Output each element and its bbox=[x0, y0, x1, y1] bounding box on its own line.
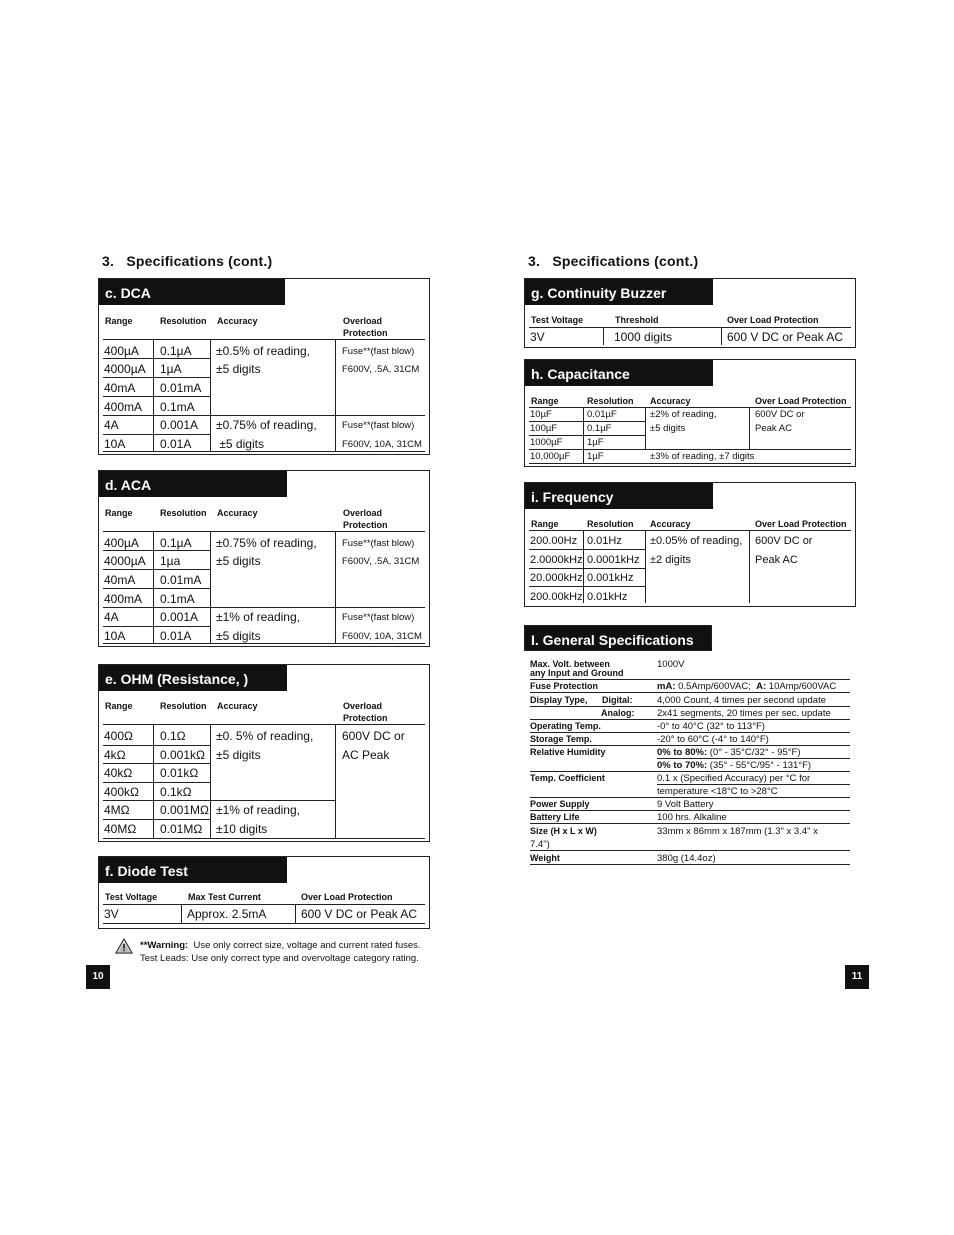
spec-value bbox=[657, 681, 836, 692]
accuracy-text: ±1% of reading, bbox=[216, 610, 300, 624]
table-cell: 0.01A bbox=[160, 437, 192, 451]
fuse-a-label: A: bbox=[756, 681, 767, 692]
spec-value: 33mm x 86mm x 187mm (1.3" x 3.4" x bbox=[657, 826, 818, 837]
dca-table bbox=[98, 278, 430, 455]
spec-label: Power Supply bbox=[530, 799, 590, 809]
table-cell: 0.01A bbox=[160, 629, 192, 643]
col-overload: Over Load Protection bbox=[755, 519, 847, 529]
overload-text: Peak AC bbox=[755, 423, 792, 434]
table-cell: 0.1kΩ bbox=[160, 785, 192, 799]
accuracy-text: ±0.5% of reading, bbox=[216, 344, 310, 358]
table-cell: 600 V DC or Peak AC bbox=[301, 907, 418, 921]
col-range: Range bbox=[531, 519, 559, 529]
table-cell: 4kΩ bbox=[104, 748, 126, 762]
col-test-voltage: Test Voltage bbox=[531, 315, 584, 325]
humidity2-label: 0% to 70%: bbox=[657, 760, 708, 771]
spec-value: temperature <18°C to >28°C bbox=[657, 786, 778, 797]
spec-label: Storage Temp. bbox=[530, 734, 592, 744]
left-section-title: 3. Specifications (cont.) bbox=[102, 253, 273, 269]
table-cell: 0.01kΩ bbox=[160, 766, 199, 780]
table-cell: 4000µA bbox=[104, 554, 146, 568]
col-overload: Over Load Protection bbox=[301, 892, 393, 902]
general-spec-header: I. General Specifications bbox=[524, 625, 712, 651]
accuracy-text: ±5 digits bbox=[216, 629, 261, 643]
table-cell: 0.01kHz bbox=[587, 591, 628, 603]
spec-value: 100 hrs. Alkaline bbox=[657, 812, 727, 823]
table-cell: 3V bbox=[530, 330, 545, 344]
accuracy-text: ±10 digits bbox=[216, 822, 268, 836]
table-cell: 4A bbox=[104, 418, 119, 432]
table-cell: 0.1µF bbox=[587, 423, 612, 434]
overload-text: F600V, .5A, 31CM bbox=[342, 364, 420, 375]
table-cell: 10,000µF bbox=[530, 451, 571, 462]
overload-text: Fuse**(fast blow) bbox=[342, 420, 415, 431]
overload-text: Fuse**(fast blow) bbox=[342, 612, 415, 623]
fuse-a-value: 10Amp/600VAC bbox=[766, 681, 837, 692]
aca-header: d. ACA bbox=[99, 471, 287, 497]
spec-value: 0.1 x (Specified Accuracy) per °C for bbox=[657, 773, 811, 784]
accuracy-text: ±0. 5% of reading, bbox=[216, 729, 314, 743]
table-cell: 400mA bbox=[104, 592, 143, 606]
diode-header: f. Diode Test bbox=[99, 857, 287, 883]
col-accuracy: Accuracy bbox=[650, 396, 691, 406]
table-cell: 0.01µF bbox=[587, 409, 617, 420]
table-cell: 0.01mA bbox=[160, 573, 202, 587]
accuracy-text: ±3% of reading, ±7 digits bbox=[650, 451, 755, 462]
spec-label: Battery Life bbox=[530, 812, 580, 822]
page-number-left: 10 bbox=[86, 965, 110, 989]
accuracy-text: ±5 digits bbox=[216, 362, 261, 376]
right-section-title: 3. Specifications (cont.) bbox=[528, 253, 699, 269]
table-cell: 0.1Ω bbox=[160, 729, 186, 743]
table-cell: 400µA bbox=[104, 536, 139, 550]
col-resolution: Resolution bbox=[160, 508, 207, 518]
capacitance-table bbox=[524, 359, 856, 467]
overload-text: Peak AC bbox=[755, 554, 798, 566]
ohm-table bbox=[98, 664, 430, 842]
diode-table bbox=[98, 856, 430, 929]
table-cell: 10A bbox=[104, 437, 126, 451]
capacitance-header: h. Capacitance bbox=[525, 360, 713, 386]
overload-text: Fuse**(fast blow) bbox=[342, 346, 415, 357]
spec-label: Operating Temp. bbox=[530, 721, 601, 731]
overload-text: 600V DC or bbox=[755, 409, 805, 420]
warning-label: **Warning: bbox=[140, 940, 189, 951]
table-cell: Approx. 2.5mA bbox=[187, 907, 267, 921]
col-overload: Over Load Protection bbox=[727, 315, 819, 325]
spec-label: Fuse Protection bbox=[530, 681, 599, 691]
frequency-table bbox=[524, 482, 856, 607]
col-overload: Overload Protection bbox=[343, 316, 388, 338]
table-cell: 200.00Hz bbox=[530, 535, 578, 547]
spec-label: Digital: bbox=[602, 695, 633, 705]
col-overload: Overload Protection bbox=[343, 701, 388, 723]
table-cell: 40mA bbox=[104, 573, 136, 587]
accuracy-text: ±1% of reading, bbox=[216, 803, 300, 817]
table-cell: 0.1mA bbox=[160, 400, 195, 414]
humidity1-value: (0° - 35°C/32° - 95°F) bbox=[707, 747, 801, 758]
table-cell: 3V bbox=[104, 907, 119, 921]
table-cell: 1µa bbox=[160, 554, 181, 568]
col-resolution: Resolution bbox=[587, 396, 634, 406]
table-cell: 400mA bbox=[104, 400, 143, 414]
table-cell: 40mA bbox=[104, 381, 136, 395]
table-cell: 10µF bbox=[530, 409, 552, 420]
table-cell: 1000µF bbox=[530, 437, 563, 448]
accuracy-text: ±5 digits bbox=[216, 748, 261, 762]
table-cell: 0.1µA bbox=[160, 344, 192, 358]
col-accuracy: Accuracy bbox=[650, 519, 691, 529]
table-cell: 400Ω bbox=[104, 729, 133, 743]
table-cell: 40MΩ bbox=[104, 822, 137, 836]
col-accuracy: Accuracy bbox=[217, 316, 258, 326]
table-cell: 400kΩ bbox=[104, 785, 139, 799]
accuracy-text: ±5 digits bbox=[216, 554, 261, 568]
col-range: Range bbox=[105, 701, 133, 711]
table-cell: 1µF bbox=[587, 437, 604, 448]
table-cell: 100µF bbox=[530, 423, 558, 434]
table-cell: 20.000kHz bbox=[530, 572, 583, 584]
table-cell: 1µF bbox=[587, 451, 604, 462]
overload-text: AC Peak bbox=[342, 748, 390, 762]
col-resolution: Resolution bbox=[160, 701, 207, 711]
table-cell: 2.0000kHz bbox=[530, 554, 583, 566]
spec-value: 9 Volt Battery bbox=[657, 799, 714, 810]
spec-value bbox=[657, 747, 801, 758]
overload-text: Fuse**(fast blow) bbox=[342, 538, 415, 549]
spec-value: 4,000 Count, 4 times per second update bbox=[657, 695, 827, 706]
accuracy-text: ±5 digits bbox=[650, 423, 686, 434]
spec-value: -0° to 40°C (32° to 113°F) bbox=[657, 721, 765, 732]
spec-value bbox=[657, 760, 811, 771]
col-accuracy: Accuracy bbox=[217, 508, 258, 518]
warning-line2: Test Leads: Use only correct type and overvoltage category rating. bbox=[140, 953, 419, 964]
table-cell: 0.001kΩ bbox=[160, 748, 205, 762]
table-cell: 200.00kHz bbox=[530, 591, 583, 603]
table-cell: 0.0001kHz bbox=[587, 554, 640, 566]
table-cell: 0.01MΩ bbox=[160, 822, 203, 836]
spec-label: Analog: bbox=[601, 708, 635, 718]
spec-label: Max. Volt. between bbox=[530, 659, 610, 669]
table-cell: 40kΩ bbox=[104, 766, 133, 780]
spec-value: 380g (14.4oz) bbox=[657, 853, 716, 864]
accuracy-text: ±2 digits bbox=[650, 554, 691, 566]
overload-text: F600V, .5A, 31CM bbox=[342, 556, 420, 567]
dca-header: c. DCA bbox=[99, 279, 285, 305]
table-cell: 0.1mA bbox=[160, 592, 195, 606]
overload-text: F600V, 10A, 31CM bbox=[342, 631, 422, 642]
table-cell: 600 V DC or Peak AC bbox=[727, 330, 844, 344]
accuracy-text: ±0.75% of reading, bbox=[216, 536, 317, 550]
table-cell: 4A bbox=[104, 610, 119, 624]
accuracy-text: ±0.75% of reading, bbox=[216, 418, 317, 432]
warning-triangle-icon bbox=[115, 938, 133, 954]
frequency-header: i. Frequency bbox=[525, 483, 713, 509]
col-overload: Overload Protection bbox=[343, 508, 388, 530]
col-range: Range bbox=[531, 396, 559, 406]
table-cell: 0.001kHz bbox=[587, 572, 634, 584]
table-cell: 0.001A bbox=[160, 418, 199, 432]
col-range: Range bbox=[105, 508, 133, 518]
continuity-table bbox=[524, 278, 856, 348]
overload-text: 600V DC or bbox=[755, 535, 813, 547]
humidity2-value: (35° - 55°C/95° - 131°F) bbox=[707, 760, 812, 771]
humidity1-label: 0% to 80%: bbox=[657, 747, 708, 758]
col-overload: Over Load Protection bbox=[755, 396, 847, 406]
spec-label: Temp. Coefficient bbox=[530, 773, 605, 783]
col-threshold: Threshold bbox=[615, 315, 659, 325]
spec-value: -20° to 60°C (-4° to 140°F) bbox=[657, 734, 769, 745]
col-max-current: Max Test Current bbox=[188, 892, 261, 902]
warning-message: Use only correct size, voltage and current rated fuses. bbox=[188, 940, 421, 951]
col-range: Range bbox=[105, 316, 133, 326]
spec-value: 2x41 segments, 20 times per sec. update bbox=[657, 708, 831, 719]
col-accuracy: Accuracy bbox=[217, 701, 258, 711]
general-spec-list bbox=[530, 657, 850, 867]
spec-label: Weight bbox=[530, 853, 560, 863]
col-resolution: Resolution bbox=[587, 519, 634, 529]
table-cell: 0.001A bbox=[160, 610, 199, 624]
table-cell: 0.1µA bbox=[160, 536, 192, 550]
col-resolution: Resolution bbox=[160, 316, 207, 326]
spec-value: 1000V bbox=[657, 659, 685, 670]
page-number-right: 11 bbox=[845, 965, 869, 989]
spec-value: 7.4") bbox=[530, 839, 550, 850]
spec-label: Size (H x L x W) bbox=[530, 826, 597, 836]
fuse-ma-label: mA: bbox=[657, 681, 676, 692]
overload-text: 600V DC or bbox=[342, 729, 405, 743]
spec-label: Display Type, bbox=[530, 695, 588, 705]
table-cell: 1000 digits bbox=[614, 330, 673, 344]
spec-label: any Input and Ground bbox=[530, 668, 624, 678]
accuracy-text: ±0.05% of reading, bbox=[650, 535, 743, 547]
spec-label: Relative Humidity bbox=[530, 747, 606, 757]
table-cell: 10A bbox=[104, 629, 126, 643]
table-cell: 0.001MΩ bbox=[160, 803, 209, 817]
table-cell: 4MΩ bbox=[104, 803, 130, 817]
overload-text: F600V, 10A, 31CM bbox=[342, 439, 422, 450]
aca-table bbox=[98, 470, 430, 647]
ohm-header: e. OHM (Resistance, ) bbox=[99, 665, 287, 691]
accuracy-text: ±2% of reading, bbox=[650, 409, 717, 420]
continuity-header: g. Continuity Buzzer bbox=[525, 279, 713, 305]
col-test-voltage: Test Voltage bbox=[105, 892, 158, 902]
warning-text bbox=[140, 939, 421, 965]
table-cell: 4000µA bbox=[104, 362, 146, 376]
fuse-ma-value: 0.5Amp/600VAC; bbox=[675, 681, 757, 692]
table-cell: 1µA bbox=[160, 362, 182, 376]
table-cell: 400µA bbox=[104, 344, 139, 358]
table-cell: 0.01Hz bbox=[587, 535, 622, 547]
accuracy-text: ±5 digits bbox=[216, 437, 264, 451]
table-cell: 0.01mA bbox=[160, 381, 202, 395]
